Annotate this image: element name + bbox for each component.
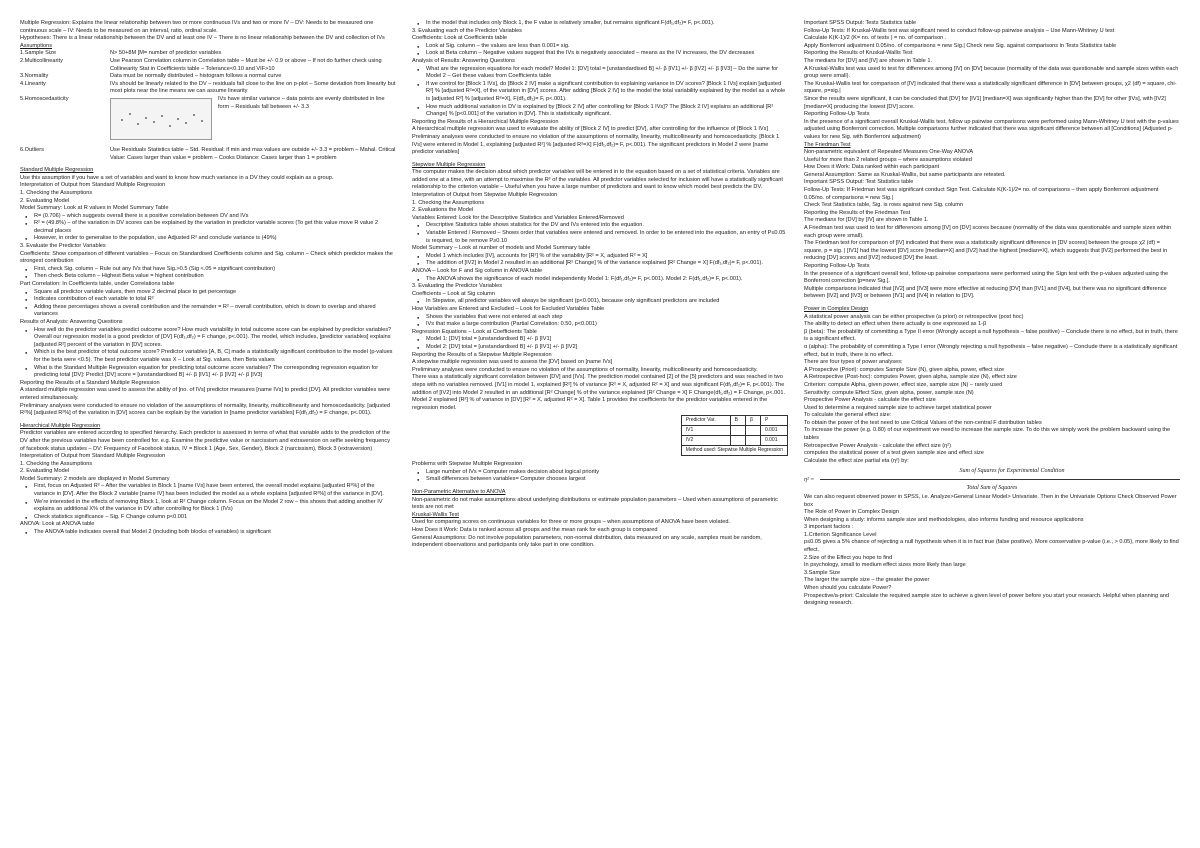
- assumption-key: 6.Outliers: [20, 146, 44, 153]
- text-line: 2. Evaluating Model: [20, 197, 70, 204]
- text-line: Interpretation of Output from Stepwise Multiple Regression: [412, 192, 558, 199]
- text-line: How Variables are Entered and Excluded – Look for Excluded Variables Table: [412, 305, 605, 312]
- table-cell: IV2: [681, 436, 730, 446]
- text-line: 1.Criterion Significance Level: [804, 531, 877, 538]
- friedman-heading: The Friedman Test: [804, 141, 851, 148]
- text-line: The medians for [DV] and [IV] are shown in Table 1.: [804, 57, 932, 64]
- bullet-item: ● We're interested in the effects of removing Block 1, look at R² Change column. Focus on the Model 2 row – this shows that adding another IV explains an additional X% of the variance in DV after controlling for Block 1 (IVs): [20, 499, 396, 514]
- assumptions-heading: Assumptions: [20, 42, 53, 49]
- text-line: The larger the sample size – the greater the power: [804, 577, 930, 584]
- text-line: Sensitivity: compute Effect Size, given alpha, power, sample size (N): [804, 389, 974, 396]
- intro-line-1: Multiple Regression: Explains the linear relationship between two or more continuous IVs and two or more IV – DV: Needs to be measured one continuous scale – IV: Needs to be measured on an interval, ratio, ordinal scale.: [20, 20, 374, 34]
- table-row: [681, 426, 787, 436]
- text-line: In the presence of a significant overall test, follow-up pairwise comparisons were performed using the Sign test with the p-values adjusted using the Bonferroni correction [p=new Sig.].: [804, 270, 1169, 285]
- text-line: General Assumptions: Do not involve population parameters, non-normal distribution, data measured on any scale, samples must be random, independent observations and participants only take part in one condition.: [412, 534, 762, 549]
- text-line: The ability to detect an effect when there actually is one expressed as 1-β: [804, 321, 987, 328]
- text-line: ANOVA: Look at ANOVA table: [20, 521, 95, 528]
- coefficient-table: [681, 415, 788, 456]
- bullet-item: ● Model 1 which includes [IV], accounts for [R²] % of the variability [R² = X, adjusted R² = X]: [412, 253, 788, 261]
- nonparametric-list: [412, 497, 788, 512]
- column-1: [20, 20, 396, 838]
- text-line: Reporting the Results of a Standard Multiple Regression: [20, 379, 160, 386]
- text-line: How Does it Work: Data is ranked across all groups and the mean rank for each group is compared: [412, 527, 658, 534]
- text-line: Used to determine a required sample size to achieve target statistical power: [804, 404, 992, 411]
- text-line: Non-parametric equivalent of Repeated Measures One-Way ANOVA: [804, 149, 974, 156]
- text-line: Interpretation of Output from Standard Multiple Regression: [20, 182, 166, 189]
- text-line: Predictor variables are entered according to specified hierarchy. Each predictor is assessed in terms of what that variable adds to the prediction of the DV after the previous variables have been controlled for. e.g. Examine the predictive value or narcissism and extraversion on selfie seeking frequency of facebook status updates – DV: Frequency of Facebook status, IV = Block 1 (Age, Sex, Gender), Block 2 (narcissism), Block 3 (extraversion): [20, 430, 391, 452]
- assumption-value: Data must be normally distributed – histogram follows a normal curve: [110, 73, 282, 80]
- bullet-item: ● What is the Standard Multiple Regression equation for predicting total outcome score variables? The corresponding regression equation for predicting total [DV]: Predict [DV] score = [unstandardised B] +/- β [IV1] +/- β [IV2] +/- β [IV3]: [20, 365, 396, 380]
- text-line: Results of Analysis: Answering Questions: [20, 319, 123, 325]
- assumption-value: IVs should be linearly related to the DV – residuals fall close to the line on p-plot – Some deviation from linearity but most plots near the line means we can assume linearity: [110, 80, 396, 95]
- text-line: The medians for [DV] by [IV] are shown in Table 1.: [804, 217, 929, 224]
- table-header-cell: P: [760, 416, 787, 426]
- bullet-item: ● In Stepwise, all predictor variables will always be significant (p<0.001), because only significant predictors are included: [412, 298, 788, 306]
- text-line: Retrospective Power Analysis - calculate the effect size (η²): [804, 442, 951, 449]
- bullet-item: ● Square all predictor variable values, then move 2 decimal place to get percentage: [20, 289, 396, 297]
- table-cell: 0.001: [760, 426, 787, 436]
- assumption-value: N> 50+8M [M= number of predictor variables: [110, 50, 222, 57]
- text-line: A stepwise multiple regression was used to assess the [DV] based on [name IVs]: [412, 359, 613, 366]
- bullet-item: ● How much additional variation in DV is explained by [Block 2 IV] after controlling for [Block 1 IVs]? The [Block 2 IV] explains an additional [R² Change] % [p<0.001] of the variation in [DV]. This is statistically significant.: [412, 104, 788, 119]
- text-line: Calculate K(K-1)/2 (K= no. of tests ) = no. of comparison .: [804, 35, 947, 42]
- column-2: [412, 20, 788, 838]
- formula-denominator: Total Sum of Squares: [966, 484, 1018, 491]
- kruskal-list: [412, 519, 788, 549]
- table-header-cell: Predictor Var.: [681, 416, 730, 426]
- text-line: Preliminary analyses were conducted to ensure no violation of the assumptions of normality, linearity, multicollinearity and homoscedasticity. [adjusted R²%] [adjusted R²%] of the variation in [DV] scores can be explain by the variation in [name predictor variables] F(df₁,df₂) = F change, p<.001).: [20, 402, 390, 417]
- text-line: A standard multiple regression was used to assess the ability of [no. of IVs] predictor measures [name IVs] to predict [DV]. All predictor variables were entered simultaneously.: [20, 387, 390, 401]
- bullet-item: ● The addition of [IV2] in Model 2 resulted in an additional [R² Change] % of the variance explained [R² Change = X] F(df₁,df₂)= F, p<.001).: [412, 260, 788, 268]
- kruskal-heading: Kruskal-Wallis Test: [412, 511, 459, 518]
- text-line: β (beta): The probability of committing a Type II error (Wrongly accept a null hypothesis – false positive) – Conclude there is no effect, but in truth, there is a significant effect.: [804, 328, 1178, 343]
- text-line: A Retrospective (Post-hoc): computes Power, given alpha, sample size (N), effect size: [804, 374, 1017, 381]
- friedman-list: [804, 149, 1180, 301]
- table-row: [681, 436, 787, 446]
- bullet-item: ● First, check Sig. column – Rule out any IVs that have Sig.>0.5 (Sig <.05 = significant contribution): [20, 266, 396, 274]
- text-line: 1. Checking the Assumptions: [412, 199, 485, 206]
- bullet-item: ● Descriptive Statistics table shows statistics for the DV and IVs entered into the equation.: [412, 222, 788, 230]
- bullet-item: ● Check statistics significance – Sig. F Change column p<0.001: [20, 514, 396, 522]
- text-line: 2. Evaluations the Model: [412, 207, 474, 214]
- assumption-row: [20, 81, 396, 96]
- text-line: Analysis of Results: Answering Questions: [412, 57, 515, 64]
- bullet-item: ● Indicates contribution of each variable to total R²: [20, 296, 396, 304]
- text-line: There are four types of power analyses:: [804, 359, 903, 366]
- scatterplot-thumbnail: [110, 98, 212, 140]
- text-line: 3. Evaluate the Predictor Variables: [20, 243, 106, 250]
- assumption-value: Use Residuals Statistics table – Std. Residual: if min and max values are outside +/- 3.3 = problem – Mahal. Critical Value: Cases larger than value = problem – Cooks Distance: Cases larger than 1 = problem: [110, 146, 396, 161]
- assumption-key: 5.Homoscedasticity: [20, 95, 69, 102]
- text-line: Follow-Up Tests: If Friedman test was significant conduct Sign Test. Calculate K(K-1)/2= no. of comparisons – then apply Bonferroni adjustment 0.05/no. of comparisons = new Sig.|: [804, 187, 1159, 201]
- text-line: Important SPSS Output: Tests Statistics table: [804, 20, 917, 26]
- text-line: A hierarchical multiple regression was used to evaluate the ability of [Block 2 IV] to predict [DV], after controlling for the influence of [Block 1 IVs]: [412, 126, 769, 133]
- text-line: Follow-Up Tests: If Kruskal-Wallis test was significant need to conduct follow-up pairwise analysis – Use Mann-Whitney U test: [804, 27, 1115, 34]
- text-line: The Kruskal-Wallis test for comparison of [IV] indicated that there was a statistically significant difference in [DV] between groups, χ2 (df) = square, chi-square, p=sig.|: [804, 80, 1177, 95]
- intro-line-2: Hypotheses: There is a linear relationship between the DV and at least one IV – There is no linear relationship between the DV and collection of IVs: [20, 35, 385, 42]
- text-line: 3. Evaluating the Predictor Variables: [412, 283, 503, 290]
- assumption-value: IVs have similar variance – data points are evenly distributed in line form – Residuals fall between +/- 3.3: [218, 95, 385, 110]
- fraction-bar: [820, 479, 1180, 480]
- table-cell: [730, 436, 745, 446]
- assumption-key: 2.Multicollinearity: [20, 57, 63, 64]
- text-line: Model Summary: 2 models are displayed in Model Summary: [20, 475, 170, 482]
- text-line: To obtain the power of the test need to use Critical Values of the non-central F distribution tables: [804, 419, 1042, 426]
- text-line: Coefficients – Look at Sig column: [412, 290, 495, 297]
- text-line: Calculate the effect size partial eta (η²) by:: [804, 457, 909, 464]
- bullet-item: ● Model 2: [DV] total = [unstandardised B] +/- β [IV1] +/- β [IV2]: [412, 344, 788, 352]
- bullet-item: ● Shows the variables that were not entered at each step: [412, 314, 788, 322]
- bullet-item: ● The ANOVA shows the significance of each model independently Model 1: F(df₁,df₂)= F, p<.001). Model 2: F(df₁,df₂)= F, p<.001).: [412, 276, 788, 284]
- text-line: To calculate the general effect size:: [804, 412, 892, 419]
- assumption-row: [20, 50, 396, 58]
- table-header-row: [681, 416, 787, 426]
- text-line: Criterion: compute Alpha, given power, effect size, sample size (N) – rarely used: [804, 381, 1003, 388]
- text-line: Reporting the Results of Kruskal-Wallis Test: [804, 50, 913, 57]
- text-line: General Assumption: Same as Kruskal-Wallis, but same participants are retested.: [804, 171, 1006, 178]
- bullet-item: ● Then check Beta column – Highest Beta value = highest contribution: [20, 273, 396, 281]
- text-line: Reporting the Results of a Hierarchical Multiple Regression: [412, 118, 559, 125]
- hmr-continued-list: [412, 20, 788, 157]
- text-line: ANOVA – Look for F and Sig column in ANOVA table: [412, 268, 543, 274]
- bullet-item: ● Look at Beta column – Negative values suggest that the IVs is negatively associated – means as the IV increases, the DV decreases: [412, 50, 788, 58]
- text-line: Prospective Power Analysis - calculate the effect size: [804, 397, 936, 404]
- text-line: We can also request observed power in SPSS, i.e. Analyze>General Linear Model> Univariate. Then in the Univariate Options Check Observed Power box: [804, 493, 1177, 508]
- text-line: 2. Evaluating Model: [20, 468, 70, 475]
- assumption-key: 1.Sample Size: [20, 50, 57, 57]
- bullet-item: ● In the model that includes only Block 1, the F value is relatively smaller, but remains significant F(df₁,df₂)= F, p<.001).: [412, 20, 788, 28]
- text-line: Problems with Stepwise Multiple Regression: [412, 461, 523, 468]
- text-line: A Friedman test was used to test for differences among [IV] on [DV] scores because (normality of the data was questionable and sample sizes within each group were small).: [804, 225, 1172, 239]
- text-line: α (alpha): The probability of committing a Type I error (Wrongly rejecting a null hypothesis – false negative) – Conclude there is a statistically significant effect, but in truth, there is no effect.: [804, 343, 1178, 358]
- formula-numerator: Sum of Squares for Experimental Condition: [959, 468, 1065, 475]
- text-line: Reporting the Results of the Friedman Test: [804, 209, 911, 216]
- text-line: Apply Bonferroni adjustment 0.05/no. of comparisons = new Sig.| Check new Sig. against comparisons in Tests Statistics table: [804, 42, 1117, 49]
- text-line: Reporting Follow-Up Tests: [804, 263, 870, 269]
- table-cell: [746, 436, 761, 446]
- table-cell: IV1: [681, 426, 730, 436]
- text-line: Part Correlation: In Coefficients table, under Correlations table: [20, 281, 175, 288]
- power-role-list: [804, 494, 1180, 608]
- text-line: Prospective/a-priori: Calculate the required sample size to achieve a given level of power before you start your research. Helpful when planning and designing research.: [804, 592, 1170, 607]
- text-line: The Role of Power in Complex Design: [804, 509, 899, 516]
- text-line: Coefficients: Show comparison of different variables – Focus on Standardised Coefficients column and Sig. column – Check which predictor makes the strongest contribution: [20, 250, 393, 265]
- column-3: [804, 20, 1180, 838]
- text-line: 3.Sample Size: [804, 569, 841, 576]
- text-line: In psychology, small to medium effect sizes more likely than large: [804, 562, 966, 569]
- text-line: Regression Equations – Look at Coefficients Table: [412, 328, 537, 335]
- table-cell: [746, 426, 761, 436]
- smr-heading: Standard Multiple Regression: [20, 167, 94, 174]
- text-line: 1. Checking the Assumptions: [20, 189, 93, 196]
- bullet-item: ● IVs that make a large contribution (Partial Correlation: 0.50, p<0.001): [412, 321, 788, 329]
- table-header-cell: B: [730, 416, 745, 426]
- bullet-item: ● However, in order to generalise to the population, use Adjusted R² and conclude variance is (49%): [20, 235, 396, 243]
- bullet-item: ● Model 1: [DV] total = [unstandardised B] +/- β [IV1]: [412, 336, 788, 344]
- bullet-item: ● Which is the best predictor of total outcome score? Predictor variables [A, B, C] made a statistically significant contribution to the model (p-values for the beta were <0.5). The best predictor variable was X – Look at Sig. values, then Beta values: [20, 349, 396, 364]
- bullet-item: ● Adding these percentages shows a overall contribution and the remainder = R² – overall contribution, which is down to overlap and shared variances: [20, 304, 396, 319]
- power-heading: Power in Complex Design: [804, 305, 869, 312]
- text-line: 3. Evaluating each of the Predictor Variables: [412, 27, 522, 34]
- problems-list: [412, 461, 788, 484]
- power-list: [804, 314, 1180, 466]
- table-caption-row: [681, 446, 787, 456]
- table-caption: Method used: Stepwise Multiple Regression: [681, 446, 787, 456]
- text-line: Preliminary analyses were conducted to ensure no violation of the assumptions of normality, linearity, multicollinearity and homoscedasticity.: [412, 366, 758, 373]
- text-line: When designing a study: informs sample size and methodologies, also informs funding and resource applications: [804, 516, 1084, 523]
- text-line: Variables Entered: Look for the Descriptive Statistics and Variables Entered/Removed: [412, 214, 624, 221]
- text-line: A Prospective (Priori): computes Sample Size (N), given alpha, power, effect size: [804, 366, 1005, 373]
- bullet-item: ● If we control for [Block 1 IVs], do [Block 2 IV] make a significant contribution to explaining variance in DV scores? [Block 1 IVs] explain [adjusted R²] % [adjusted R²=X], of the variation in [DV] scores. After adding [Block 2 IV] to the model the total variability explained by the model as a whole is [adjusted R²] % [adjusted R²=X], F(df₁,df₂)= F, p<.001).: [412, 81, 788, 104]
- text-line: Reporting the Results of a Stepwise Multiple Regression: [412, 351, 552, 358]
- text-line: Since the results were significant, it can be concluded that [DV] for [IV1] [median=X] was significantly higher than the [DV] for other [IVs], with [IV2] [median=X] producing the lowest [DV] score.: [804, 95, 1166, 110]
- assumption-value: Use Pearson Correlation column in Correlation table – Must be +/- 0.9 or above – If not do further check using Collinearity Stat in Coefficients table – Tolerance<0.10 and VIF>10: [110, 57, 382, 72]
- text-line: Important SPSS Output: Test Statistics table: [804, 179, 914, 186]
- assumption-row: [20, 96, 396, 142]
- table-header-cell: β: [746, 416, 761, 426]
- text-line: Non-parametric do not make assumptions about underlying distributions or estimate population parameters – Used when assumptions of parametric tests are not met: [412, 496, 778, 511]
- text-line: Use this assumption if you have a set of variables and want to know how much variance in a DV they could explain as a group.: [20, 174, 334, 181]
- bullet-item: ● How well do the predictor variables predict outcome score? How much variability in total outcome score can be explained by predictor variables? Overall our regression model is a good predictor of [DV] F(df₁,df₂) = F change, p<.001). The model, which includes, [predictor variables] explains [adjusted R²] percent of the variation in [DV] scores.: [20, 327, 396, 350]
- hmr-heading: Hierarchical Multiple Regression: [20, 422, 101, 429]
- text-line: A statistical power analysis can be either prospective (a priori) or retrospective (post hoc): [804, 313, 1024, 320]
- smr-list: [20, 175, 396, 418]
- bullet-item: ● R= (0.706) – which suggests overall there is a positive correlation between DV and IVs: [20, 213, 396, 221]
- stepwise-heading: Stepwise Multiple Regression: [412, 161, 486, 168]
- assumption-key: 4.Linearity: [20, 80, 46, 87]
- eta-formula: [804, 467, 1180, 491]
- bullet-item: ● First, focus on Adjusted R² – After the variables in Block 1 [name IVs] have been entered, the overall model explains [adjusted R²%] of the variance in [DV]. After the Block 2 variable [name IV] has been included the model as a whole explains [adjusted R²%] of the variance in [DV].: [20, 483, 396, 498]
- text-line: Interpretation of Output from Standard Multiple Regression: [20, 453, 166, 460]
- text-line: When should you calculate Power?: [804, 585, 892, 592]
- hmr-list: [20, 430, 396, 536]
- text-line: Used for comparing scores on continuous variables for three or more groups – when assumptions of ANOVA have been violated.: [412, 519, 730, 526]
- bullet-item: ● R² = (49.8%) – of the variation in DV scores can be explained by the variation in predictor variable scores (To get this value move R value 2 decimal places: [20, 220, 396, 235]
- bullet-item: ● The ANOVA table indicates overall that Model 2 (including both blocks of variables) is significant: [20, 529, 396, 537]
- nonparametric-heading: Non-Parametric Alternative to ANOVA: [412, 489, 506, 496]
- assumption-key: 3.Normality: [20, 73, 49, 80]
- text-line: Check Test Statistics table, Sig. is rows against new Sig. column: [804, 202, 964, 209]
- kruskal-continued-list: [804, 20, 1180, 142]
- text-line: The Friedman test for comparison of [IV] indicated that there was a statistically significant difference in [DV scores] between the groups χ2 (df) = square, p = sig. | [IV1] had the lowest [DV] score [median=X] and [IV2] had the highest [median=X], which suggests that [IV2] performed the best in reducing [DV] scores and [IV2] reduced [DV] the least.: [804, 240, 1168, 262]
- table-cell: 0.001: [760, 436, 787, 446]
- text-line: Reporting Follow-Up Tests: [804, 111, 870, 118]
- assumption-row: [20, 147, 396, 162]
- text-line: Coefficients: Look at Coefficients table: [412, 35, 507, 42]
- text-line: There was a statistically significant correlation between [DV] and [IVs]. The prediction model contained [2] of the [5] predictors and was reached in two steps with no variables removed. [IV1] in model 1, explained [R²] % of variance [R² = X, adjusted R² = X] and was significant F(df₁,df₂)= F, p<.001). The addition of [IV2] into Model 2 resulted in an additional [R² Change] % of the variance explained [R² Change = X] F Change(df₁,df₂) = F Change, p<.001. Model 2 explained [R²] % of variance in [DV] [R² = X, adjusted R² = X]. Table 1 provides the coefficients for the predictor variables entered in the regression model.: [412, 374, 786, 411]
- formula-lhs: η² =: [804, 476, 815, 483]
- text-line: computes the statistical power of a test given sample size and effect size: [804, 450, 984, 457]
- bullet-item: ● Look at Sig. column – the values are less than 0.001= sig.: [412, 43, 788, 51]
- text-line: 3 important factors :: [804, 524, 854, 531]
- stepwise-list: [412, 169, 788, 412]
- text-line: Preliminary analyses were conducted to ensure no violation of the assumptions of normality, linearity, multicollinearity and homoscedasticity. [Block 1 IVs] were entered in Model 1, explaining [adjusted R²] % [adjusted R²=X] F(df₁,df₂)= F, p<.001). The significant predictors in Model 2 were [name predictor variables]: [412, 133, 780, 156]
- text-line: 2.Size of the Effect you hope to find: [804, 554, 893, 561]
- text-line: To increase the power (e.g. 0.80) of our experiment we need to increase the sample size. To do this we simply work the problem backward using the tables: [804, 427, 1171, 442]
- text-line: The computer makes the decision about which predictor variables will be entered in to the equation based on a set of statistical criteria. Variables are added one at a time, with an attempt to maximise the R² of the variables. All predictor variables selected for inclusion will have a statistically significant relationship to the criterion variable – Useful when you have a large number of predictors and want to know which model best predicts the DV.: [412, 169, 783, 191]
- text-line: Model Summary: Look at R values in Model Summary Table: [20, 205, 169, 212]
- table-cell: [730, 426, 745, 436]
- assumption-row: [20, 73, 396, 81]
- text-line: Model Summary – Look at number of models and Model Summary table: [412, 245, 591, 252]
- text-line: Multiple comparisons indicated that [IV2] and [IV3] were more effective at reducing [DV] than [IV1] and [IV4], but there was no significant difference between [IV2] and [IV3] or between [IV1] and [IV4] in relation to [DV].: [804, 285, 1167, 300]
- text-line: How Does it Work: Data ranked within each participant: [804, 164, 940, 171]
- bullet-item: ● Large number of IVs = Computer makes decision about logical priority: [412, 469, 788, 477]
- text-line: p≤0.05 gives a 5% chance of rejecting a null hypothesis when it is in fact true (false positive). More conservative p-value (i.e., > 0.05), more likely to find effect.: [804, 539, 1179, 554]
- assumption-row: [20, 58, 396, 73]
- bullet-item: ● Small differences between variables= Computer chooses largest: [412, 476, 788, 484]
- text-line: In the presence of a significant overall Kruskal-Wallis test, follow up pairwise comparisons were performed using Mann-Whitney U test with the p-values adjusted using Bonferroni correction. Multiple comparisons further indicated that there was significant difference between all [Conditions] (Adjusted p-values for new Sig. with Bonferroni adjustment): [804, 118, 1179, 140]
- bullet-item: ● Variable Entered / Removed – Shows order that variables were entered and removed. In order to be entered into the equation, an entry of P≤0.05 is required, to be remove P≥0.10: [412, 230, 788, 245]
- text-line: A Kruskal-Wallis test was used to test for differences among [IV] on [DV] because (normality of the data was questionable and sample sizes within each group were small).: [804, 65, 1179, 80]
- text-line: Useful for more than 2 related groups – where assumptions violated: [804, 156, 972, 163]
- text-line: 1. Checking the Assumptions: [20, 460, 93, 467]
- bullet-item: ● What are the regression equations for each model? Model 1: [DV] total = [unstandardised B] +/- β [IV1] +/- β [IV2] +/- β [IV3] – Do the same for Model 2 – Get these values from Coefficients table: [412, 66, 788, 81]
